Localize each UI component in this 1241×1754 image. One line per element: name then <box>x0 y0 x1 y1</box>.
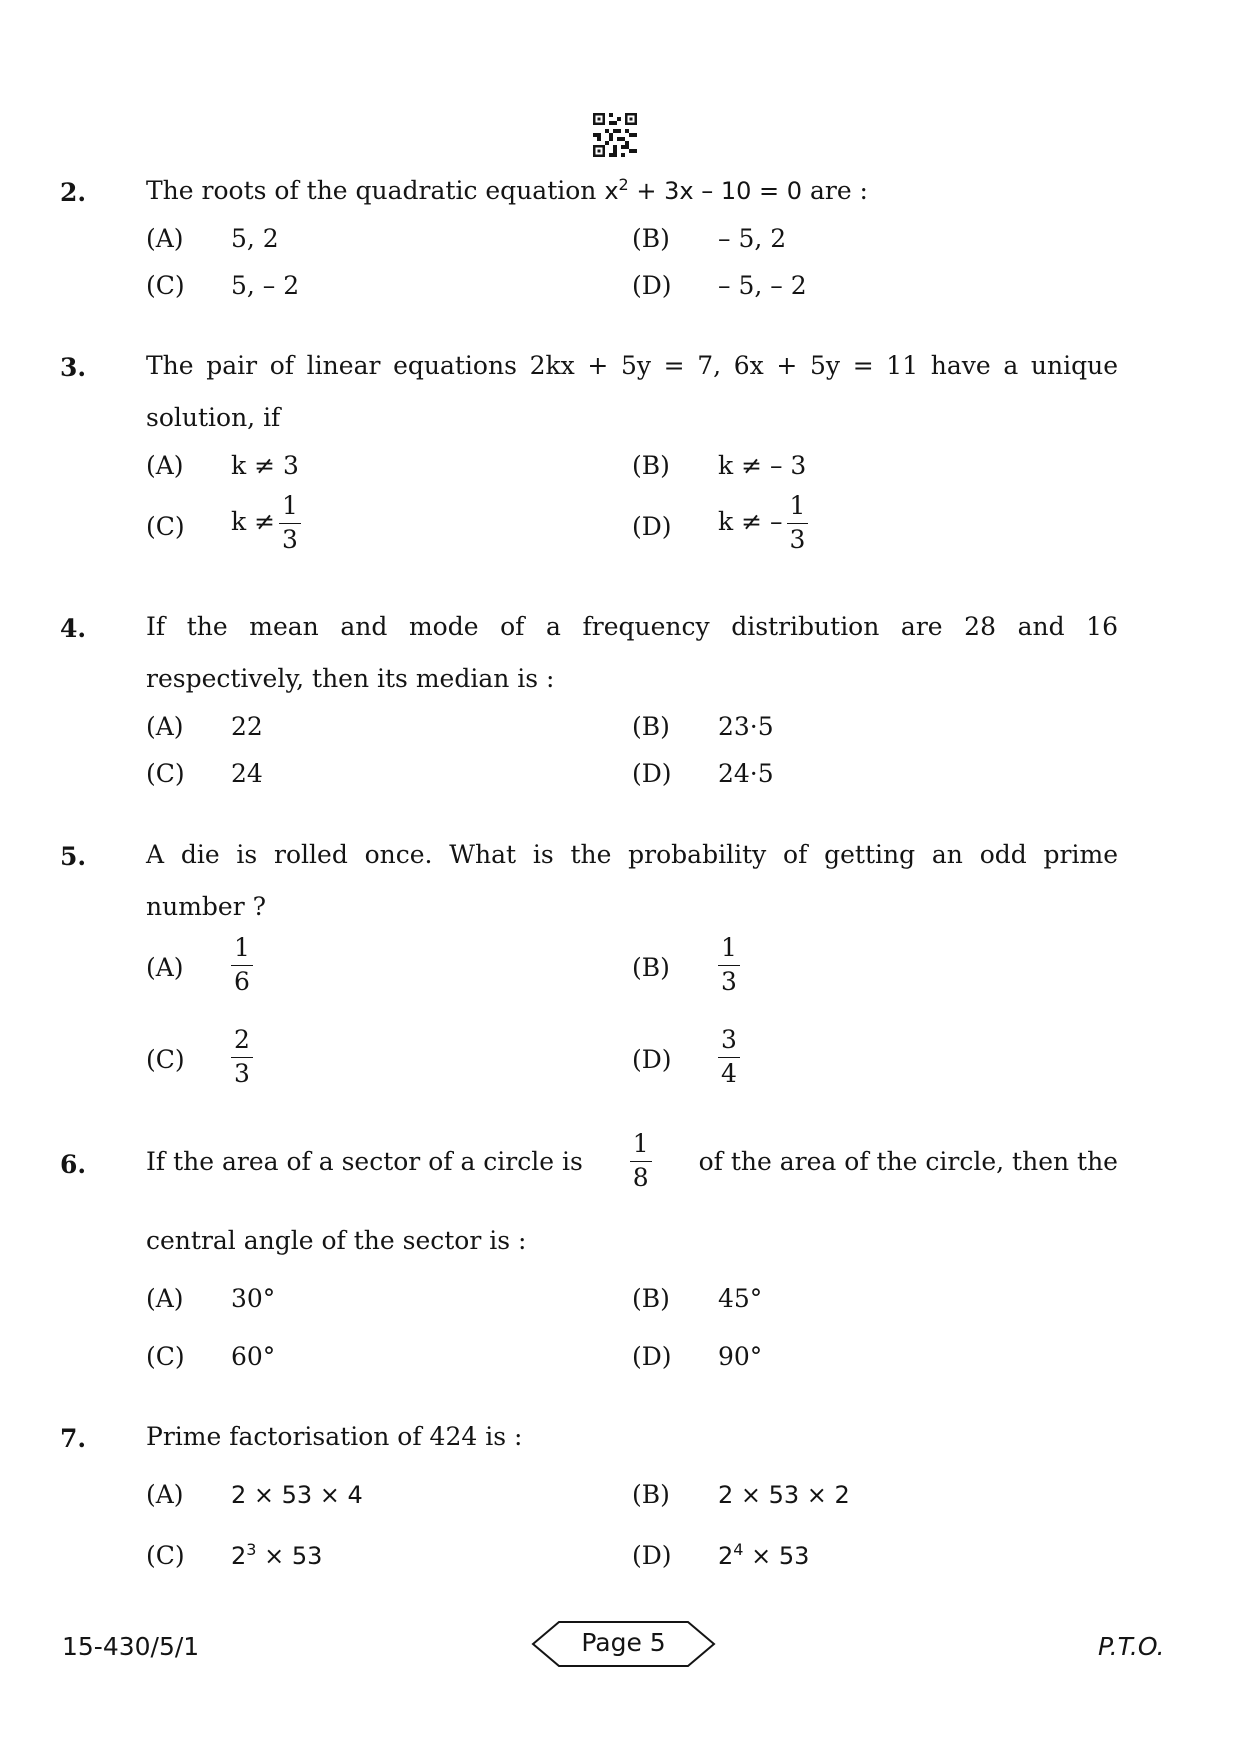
question-text-start: The roots of the quadratic equation <box>146 176 605 205</box>
option-label: (D) <box>632 1342 672 1371</box>
question-text <box>146 166 1118 216</box>
option-label: (B) <box>632 953 670 982</box>
option-value <box>227 1026 257 1089</box>
page-number: Page 5 <box>581 1628 666 1657</box>
option-value <box>227 934 257 997</box>
option-value: k ≠ – 3 <box>718 451 807 480</box>
question-number: 6. <box>60 1150 87 1179</box>
option-value: – 5, – 2 <box>718 271 807 300</box>
option-label: (C) <box>146 1045 185 1074</box>
option-value: 5, 2 <box>231 224 279 253</box>
option-label: (B) <box>632 451 670 480</box>
question-text <box>146 1130 1118 1193</box>
option-value: $2^4 \times 53$ <box>718 1540 810 1570</box>
option-value: 45° <box>718 1284 763 1313</box>
qr-code-icon <box>593 113 637 157</box>
option-label: (D) <box>632 759 672 788</box>
question-number: 5. <box>60 842 87 871</box>
option-value: 22 <box>231 712 263 741</box>
option-value: 23·5 <box>718 712 774 741</box>
question-text-continued: solution, if <box>146 403 281 432</box>
fraction: $\frac{2}{3}$ <box>231 1026 253 1089</box>
option-label: (C) <box>146 512 185 541</box>
paper-code: 15-430/5/1 <box>62 1632 200 1661</box>
option-label: (D) <box>632 271 672 300</box>
fraction: $\frac{1}{3}$ <box>279 492 301 555</box>
option-label: (C) <box>146 271 185 300</box>
option-value: $2^3 \times 53$ <box>231 1540 323 1570</box>
option-value: 2 × 53 × 2 <box>718 1481 850 1509</box>
question-text: Prime factorisation of 424 is : <box>146 1422 523 1451</box>
option-value: 24 <box>231 759 263 788</box>
question-number: 7. <box>60 1424 87 1453</box>
option-value: 90° <box>718 1342 763 1371</box>
question-text-start: If the area of a sector of a circle is <box>146 1146 583 1176</box>
fraction: $\frac{3}{4}$ <box>718 1026 740 1089</box>
option-value: 60° <box>231 1342 276 1371</box>
question-text-end: are : <box>802 176 868 205</box>
option-value: k ≠ – $\frac{1}{3}$ <box>718 492 812 555</box>
option-label: (D) <box>632 1541 672 1570</box>
question-number: 4. <box>60 614 87 643</box>
option-label: (D) <box>632 512 672 541</box>
option-label: (C) <box>146 1541 185 1570</box>
question-text: The pair of linear equations 2kx + 5y = 7, 6x + 5y = 11 have a unique <box>146 351 1118 380</box>
option-value <box>714 934 744 997</box>
option-label: (A) <box>146 224 184 253</box>
question-text: If the mean and mode of a frequency distribution are 28 and 16 <box>146 612 1118 641</box>
option-value: 2 × 53 × 4 <box>231 1481 363 1509</box>
option-value: 24·5 <box>718 759 774 788</box>
option-value: k ≠ 3 <box>231 451 299 480</box>
option-value: 5, – 2 <box>231 271 300 300</box>
option-label: (C) <box>146 759 185 788</box>
equation: $x^2 + 3x - 10 = 0$ <box>604 175 803 205</box>
option-label: (D) <box>632 1045 672 1074</box>
option-label: (B) <box>632 712 670 741</box>
question-number: 2. <box>60 178 87 207</box>
question-text: A die is rolled once. What is the probability of getting an odd prime <box>146 840 1118 869</box>
option-label: (A) <box>146 451 184 480</box>
option-label: (A) <box>146 1284 184 1313</box>
option-label: (B) <box>632 1284 670 1313</box>
option-label: (B) <box>632 1480 670 1509</box>
option-label: (A) <box>146 712 184 741</box>
question-text-continued: respectively, then its median is : <box>146 664 555 693</box>
option-label: (A) <box>146 1480 184 1509</box>
option-value: – 5, 2 <box>718 224 787 253</box>
fraction: $\frac{1}{3}$ <box>787 492 809 555</box>
please-turn-over: P.T.O. <box>1098 1632 1165 1661</box>
question-text-end: of the area of the circle, then the <box>698 1146 1118 1176</box>
option-value <box>714 1026 744 1089</box>
option-value: 30° <box>231 1284 276 1313</box>
option-label: (C) <box>146 1342 185 1371</box>
question-number: 3. <box>60 353 87 382</box>
question-text-continued: central angle of the sector is : <box>146 1226 527 1255</box>
fraction: $\frac{1}{8}$ <box>630 1130 652 1193</box>
fraction: $\frac{1}{3}$ <box>718 934 740 997</box>
option-label: (A) <box>146 953 184 982</box>
option-value: k ≠ $\frac{1}{3}$ <box>231 492 305 555</box>
option-label: (B) <box>632 224 670 253</box>
fraction: $\frac{1}{6}$ <box>231 934 253 997</box>
question-text-continued: number ? <box>146 892 267 921</box>
